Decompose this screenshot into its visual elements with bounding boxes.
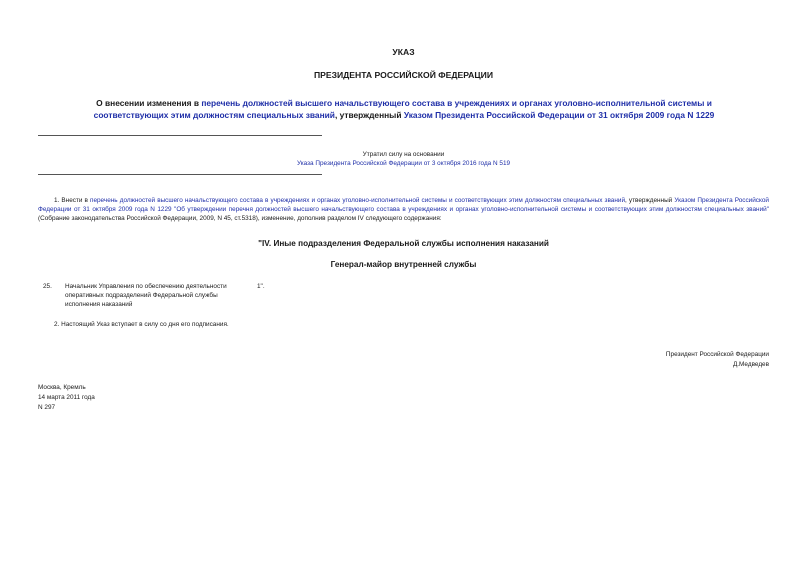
subject-prefix: О внесении изменения в [96,98,202,108]
doc-type-title: УКАЗ [392,47,415,57]
subject-list-link[interactable]: перечень должностей высшего начальствующего состава в учреждениях и органах уголовно-исполнительной системы и соответствующих этим должностям специальных званий [93,98,712,120]
para1-suffix: (Собрание законодательства Российской Федерации, 2009, N 45, ст.5318), изменение, дополнив разделом IV следующего содержания: [38,215,442,222]
table-row-number: 25. [43,283,52,290]
signing-date: 14 марта 2011 года [38,394,95,401]
table-row-position: Начальник Управления по обеспечению деятельности оперативных подразделений Федеральной службы исполнения наказаний [65,283,227,308]
para1-prefix: 1. Внести в [54,197,90,204]
signatory-title: Президент Российской Федерации [665,351,769,358]
paragraph-2: 2. Настоящий Указ вступает в силу со дня его подписания. [54,321,229,328]
para1-decree-link[interactable]: Указом Президента Российской Федерации от 31 октября 2009 года N 1229 "Об утверждении перечня должностей высшего начальствующего состава в учреждениях и органах уголовно-исполнительной системы и соответствующих этим должностям специальных званий" [38,197,769,213]
section-heading: "IV. Иные подразделения Федеральной службы исполнения наказаний [258,239,549,248]
issuer-title: ПРЕЗИДЕНТА РОССИЙСКОЙ ФЕДЕРАЦИИ [313,70,494,80]
signing-place: Москва, Кремль [38,384,86,391]
repeal-note: Утратил силу на основании [362,151,445,158]
repeal-decree-link[interactable]: Указа Президента Российской Федерации от 3 октября 2016 года N 519 [296,160,511,167]
signatory-name: Д.Медведев [732,361,769,368]
rank-heading: Генерал-майор внутренней службы [330,260,477,269]
decree-number: N 297 [38,404,56,411]
table-row-count: 1". [257,283,265,290]
subject-middle: , утвержденный [334,109,404,120]
separator-line-bottom [38,174,322,175]
document-subject [58,98,750,121]
para1-list-link[interactable]: перечень должностей высшего начальствующего состава в учреждениях и органах уголовно-исполнительной системы и соответствующих этим должностям специальных званий [89,197,626,204]
paragraph-1 [38,196,769,223]
separator-line-top [38,135,322,136]
subject-decree-link[interactable]: Указом Президента Российской Федерации от 31 октября 2009 года N 1229 [403,109,715,120]
para1-middle: , утвержденный [625,197,675,204]
